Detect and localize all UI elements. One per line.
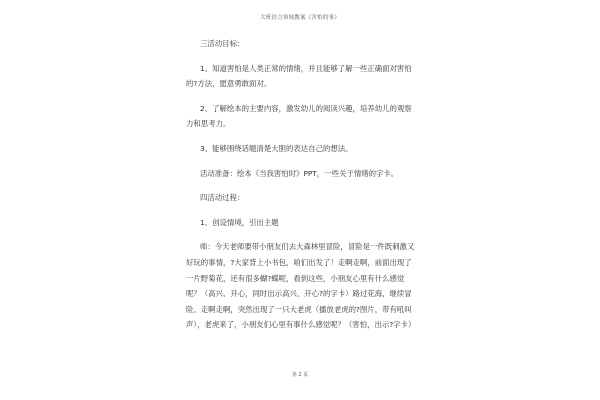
goal-3-paragraph: 3、能够围绕话题清楚大胆的表达自己的想法。 [200,143,353,153]
preparation-paragraph: 活动准备：绘本《当我害怕时》PPT，一些关于情绪的字卡。 [200,168,399,178]
page-header: 大班语言领域教案《害怕的事》 [260,15,340,21]
goal-2-paragraph: 2、了解绘本的主要内容，激发幼儿的阅读兴趣，培养幼儿的观察力和思考力。 [186,103,412,129]
goal-1-paragraph: 1、知道害怕是人类正常的情绪，并且能够了解一些正确面对害怕的?方法，愿意勇敢面对。 [186,63,412,89]
goals-heading: 三活动目标: [200,39,240,48]
process-heading: 四活动过程： [200,193,245,203]
step-1-heading: 1、创设情境，引出主题 [200,217,279,227]
page-number: 第 2 页 [291,372,309,378]
teacher-script-paragraph: 师：今天老师要带小朋友们去大森林里冒险，冒险是一件既刺激又好玩的事情，?大家背上小书包，咱们出发了！走啊走啊，前面出现了一片野菊花，还有很多蝴?蝶呢，看到这些，小朋友心里有什么感觉呢？（高兴、开心，同时出示高兴、开心?的字卡）路过花海，继续冒险。走啊走啊，突然出现了一只大老虎（播放老虎的?图片，带有吼叫声），老虎来了，小朋友们心里有事什么感觉呢？（害怕，出示?字卡） [186,242,416,330]
document-body [186,36,418,341]
